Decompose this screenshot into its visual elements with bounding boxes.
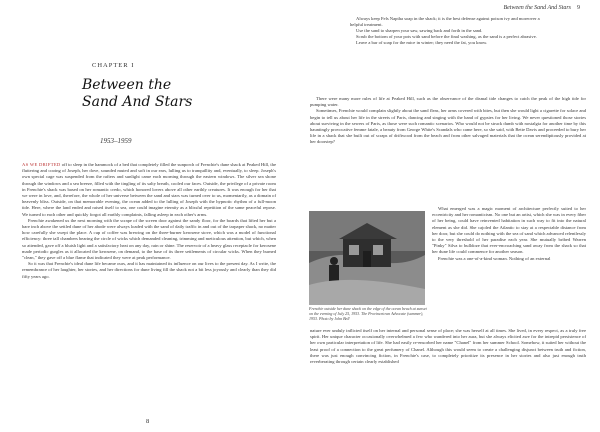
- running-header: [503, 5, 580, 11]
- paragraph: Frenchie was a one-of-a-kind woman. Nothing of an external: [438, 255, 551, 261]
- paragraph: Sometimes, Frenchie would complain slightly about the sand fleas, her arms covered with bites, but then she would light a cigarette for solace and begin to tell us about her life in the streets of Paris, dancing and singing with the band of gypsies for her living. We never questioned those stories about surviving in the sewers of Paris, as those were such romantic scenarios. Who would not be struck dumb with nostalgia for another time by this hauntingly provocative femme fatale, a beauty from George White's Scandals who came here, so she said, with Bette Davis and proceeded to bury her life in a shack that she built out of scraps of driftwood from the beach and from other salvaged materials that the ocean serendipitously provided at her doorstep?: [310, 108, 586, 145]
- dune-shack-photo: [309, 211, 425, 305]
- right-side-text: [432, 206, 586, 262]
- page-number-right: 9: [577, 5, 580, 11]
- lead-in: AS WE DRIFTED: [22, 162, 61, 167]
- list-item: Leave a bar of soap for the mice in winter; they need the fat, you know.: [356, 40, 488, 46]
- paragraph: Frenchie awakened us the next morning with the scrape of the screen door against the sandy floor, for the boards that lifted her but a bare inch above the settled dune of her abode were always loaded with the sand of daily traffic in and out of the tarpaper shack, no matter how carefully she swept the place. A cup of coffee was brewing on the three-burner kerosene stove, which was a model of functional efficiency: three tall chambers bearing the circle of wicks which demanded cleaning, trimming and meticulous attention, but which, when so attended, gave off a bluish light and a satisfactory heat on any day, rain or shine. The reservoir of a heavy glass receptacle for kerosene made periodic gurgles as it allocated the kerosene, on demand, to the base of its three settlements of circular wicks. When they burned "clean," they gave off a blue flame that indicated they were at peak performance.: [22, 217, 276, 261]
- page-number-left: 8: [146, 418, 150, 425]
- paragraph: AS WE DRIFTED off to sleep in the hammock of a bed that completely filled the sunporch of Frenchie's dune shack at Peaked Hill, the fluttering and cooing of Joseph, her dove, sounded muted and soft in our ears, lulling us to tranquillity and, eventually, to sleep. Joseph's own special cage was suspended from the rafters and sunlight came each morning through the eastern windows. The silver sea shone through the windows and a sea breeze, filled with the tingling of its salty breath, cooled our faces. Outside, the privilege of a private room in Frenchie's shack was based on her romantic credo, which honored lovers above all other earthly creatures. It was enough for her that we were in love, and, therefore, the whole of her universe between the sand and stars was turned over to us, momentarily, as a domain of heavenly bliss. Outside, on that memorable evening, the ocean added to the lulling of Joseph with the hypnotic rhythm of a full-moon tide. Here, where the land ended and raised itself to sea, one could imagine eternity as a blissful repetition of the same peaceful repose. We turned to each other and quickly forgot all earthly complaints, falling asleep in each other's arms.: [22, 162, 276, 217]
- photo-caption: Frenchie outside her dune shack on the edge of the ocean beach at sunset on the evening of July 25, 1953. The Provincetown Advocate (summer), 1953. Photo by John Bell: [309, 306, 427, 322]
- paragraph: What emerged was a magic moment of architecture perfectly suited to her eccentricity and her romanticism. No one but an artist, which she was in every fiber of her being, could have reinvented habitation in such way to fit into the natural element as she did. She cajoled the Atlantic to stay at a respectable distance from her door, but she could do nothing with the sea of sand which advanced relentlessly to the very threshold of her paradise each year. She mutually bribed Warren "Pinky" Silva to bulldoze that ever-encroaching sand away from the shack so that her dune life could commence for another season.: [432, 206, 586, 255]
- list-item: Scrub the bottom of your pots with sand before the final washing, as the sand is a perfect abrasive.: [356, 34, 537, 40]
- dune-rules-list: [350, 16, 550, 46]
- chapter-label: CHAPTER I: [92, 62, 135, 69]
- running-title: Between the Sand And Stars: [503, 5, 571, 11]
- list-item: Always keep Fels Naptha soap in the shack; it is the best defense against poison ivy and moreover a helpful treatment.: [350, 16, 540, 28]
- chapter-title: [82, 77, 192, 111]
- left-body-text: [22, 162, 276, 280]
- paragraph: So it was that Frenchie's ideal dune life became ours, and it has maintained its influence on our lives to the present day. As I write, the remembrance of her laughter, her stories, and her directions for dune living fill the shack not a bit less joyously and clearly than they did fifty years ago.: [22, 261, 276, 279]
- right-bottom-text: [310, 328, 586, 365]
- paragraph: There were many more rules of life at Peaked Hill, such as the observance of the dismal tide changes to catch the peak of the high tide for pumping water.: [310, 96, 586, 108]
- chapter-title-line1: Between the: [82, 77, 172, 93]
- right-page: [300, 0, 600, 432]
- paragraph: nature ever unduly inflicted itself on her internal and personal sense of place; she was herself at all times. She lived, in every respect, as a truly free spirit. Her unique character occasionally overwhelmed a few who wandered into her aura, but she always elicited awe for the intrepid persistence of her own particular interpretation of life. She had easily re-ensorbed her name "Chanel" from her summer School. Somehow, it suited her without the least proof of a connection to the great perfumery of Chanel. Although this would seem to create a challenging disjunct between truth and fiction, there was just enough convincing fiction, in Frenchie's case, to completely prioritize its presence in her stories and also just enough truth reverberating through certain clearly established: [310, 328, 586, 365]
- chapter-title-line2: Sand And Stars: [82, 94, 193, 110]
- list-item: Use the sand to sharpen your saw, sawing back and forth in the sand.: [356, 28, 483, 34]
- photo-image: [309, 211, 425, 305]
- right-top-text: [310, 96, 586, 146]
- chapter-years: 1953–1959: [100, 137, 132, 145]
